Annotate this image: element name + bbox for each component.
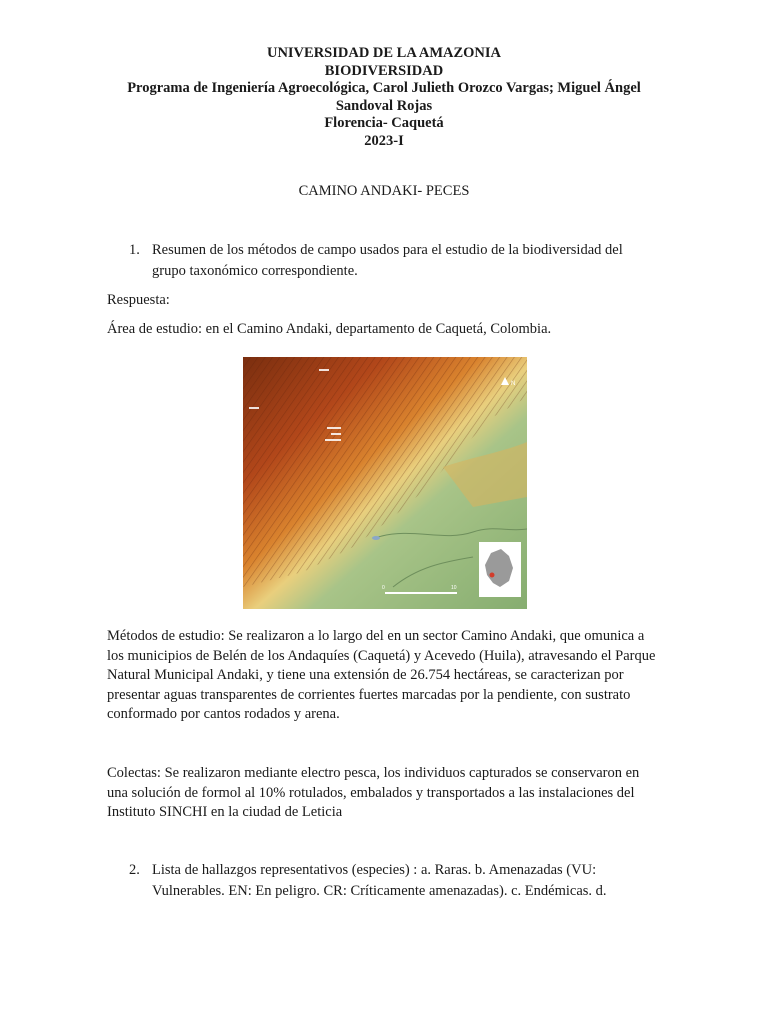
program-authors-line2: Sandoval Rojas xyxy=(335,97,433,114)
question-2-number: 2. xyxy=(129,862,140,878)
area-estudio-text: Área de estudio: en el Camino Andaki, departamento de Caquetá, Colombia. xyxy=(107,321,552,337)
respuesta-label: Respuesta: xyxy=(107,292,170,308)
course-name: BIODIVERSIDAD xyxy=(324,62,444,79)
question-1 xyxy=(129,240,649,282)
location: Florencia- Caquetá xyxy=(324,115,444,132)
question-1-text: Resumen de los métodos de campo usados para el estudio de la biodiversidad del grupo taxonómico correspondiente. xyxy=(152,242,623,279)
svg-text:10: 10 xyxy=(451,585,457,591)
svg-text:N: N xyxy=(511,381,516,387)
document-title: CAMINO ANDAKI- PECES xyxy=(298,183,470,199)
svg-text:0: 0 xyxy=(382,585,385,591)
question-1-number: 1. xyxy=(129,242,140,258)
program-authors-line1: Programa de Ingeniería Agroecológica, Carol Julieth Orozco Vargas; Miguel Ángel xyxy=(127,80,641,97)
colectas-paragraph: Colectas: Se realizaron mediante electro pesca, los individuos capturados se conservaron en una solución de formol al 10% rotulados, embalados y transportados a las instalaciones del Instituto SINCHI en la ciudad de Leticia xyxy=(107,765,640,820)
colombia-inset-map xyxy=(479,542,521,597)
question-2-text: Lista de hallazgos representativos (especies) : a. Raras. b. Amenazadas (VU: Vulnerables. EN: En peligro. CR: Críticamente amenazadas). c. Endémicas. d. xyxy=(152,862,607,899)
water-body xyxy=(372,536,380,540)
study-area-map xyxy=(243,357,527,609)
metodos-paragraph: Métodos de estudio: Se realizaron a lo largo del en un sector Camino Andaki, que omunica a los municipios de Belén de los Andaquíes (Caquetá) y Acevedo (Huila), atravesando el Parque Natural Municipal Andaki, y tiene una extensión de 26.754 hectáreas, se caracterizan por presentar aguas transparentes de corrientes fuertes marcadas por la pendiente, con sustrato conformado por cantos rodados y arena. xyxy=(107,628,656,722)
question-2 xyxy=(129,860,649,902)
document-header xyxy=(100,45,668,151)
period: 2023-I xyxy=(364,132,404,149)
university-name: UNIVERSIDAD DE LA AMAZONIA xyxy=(266,45,502,61)
